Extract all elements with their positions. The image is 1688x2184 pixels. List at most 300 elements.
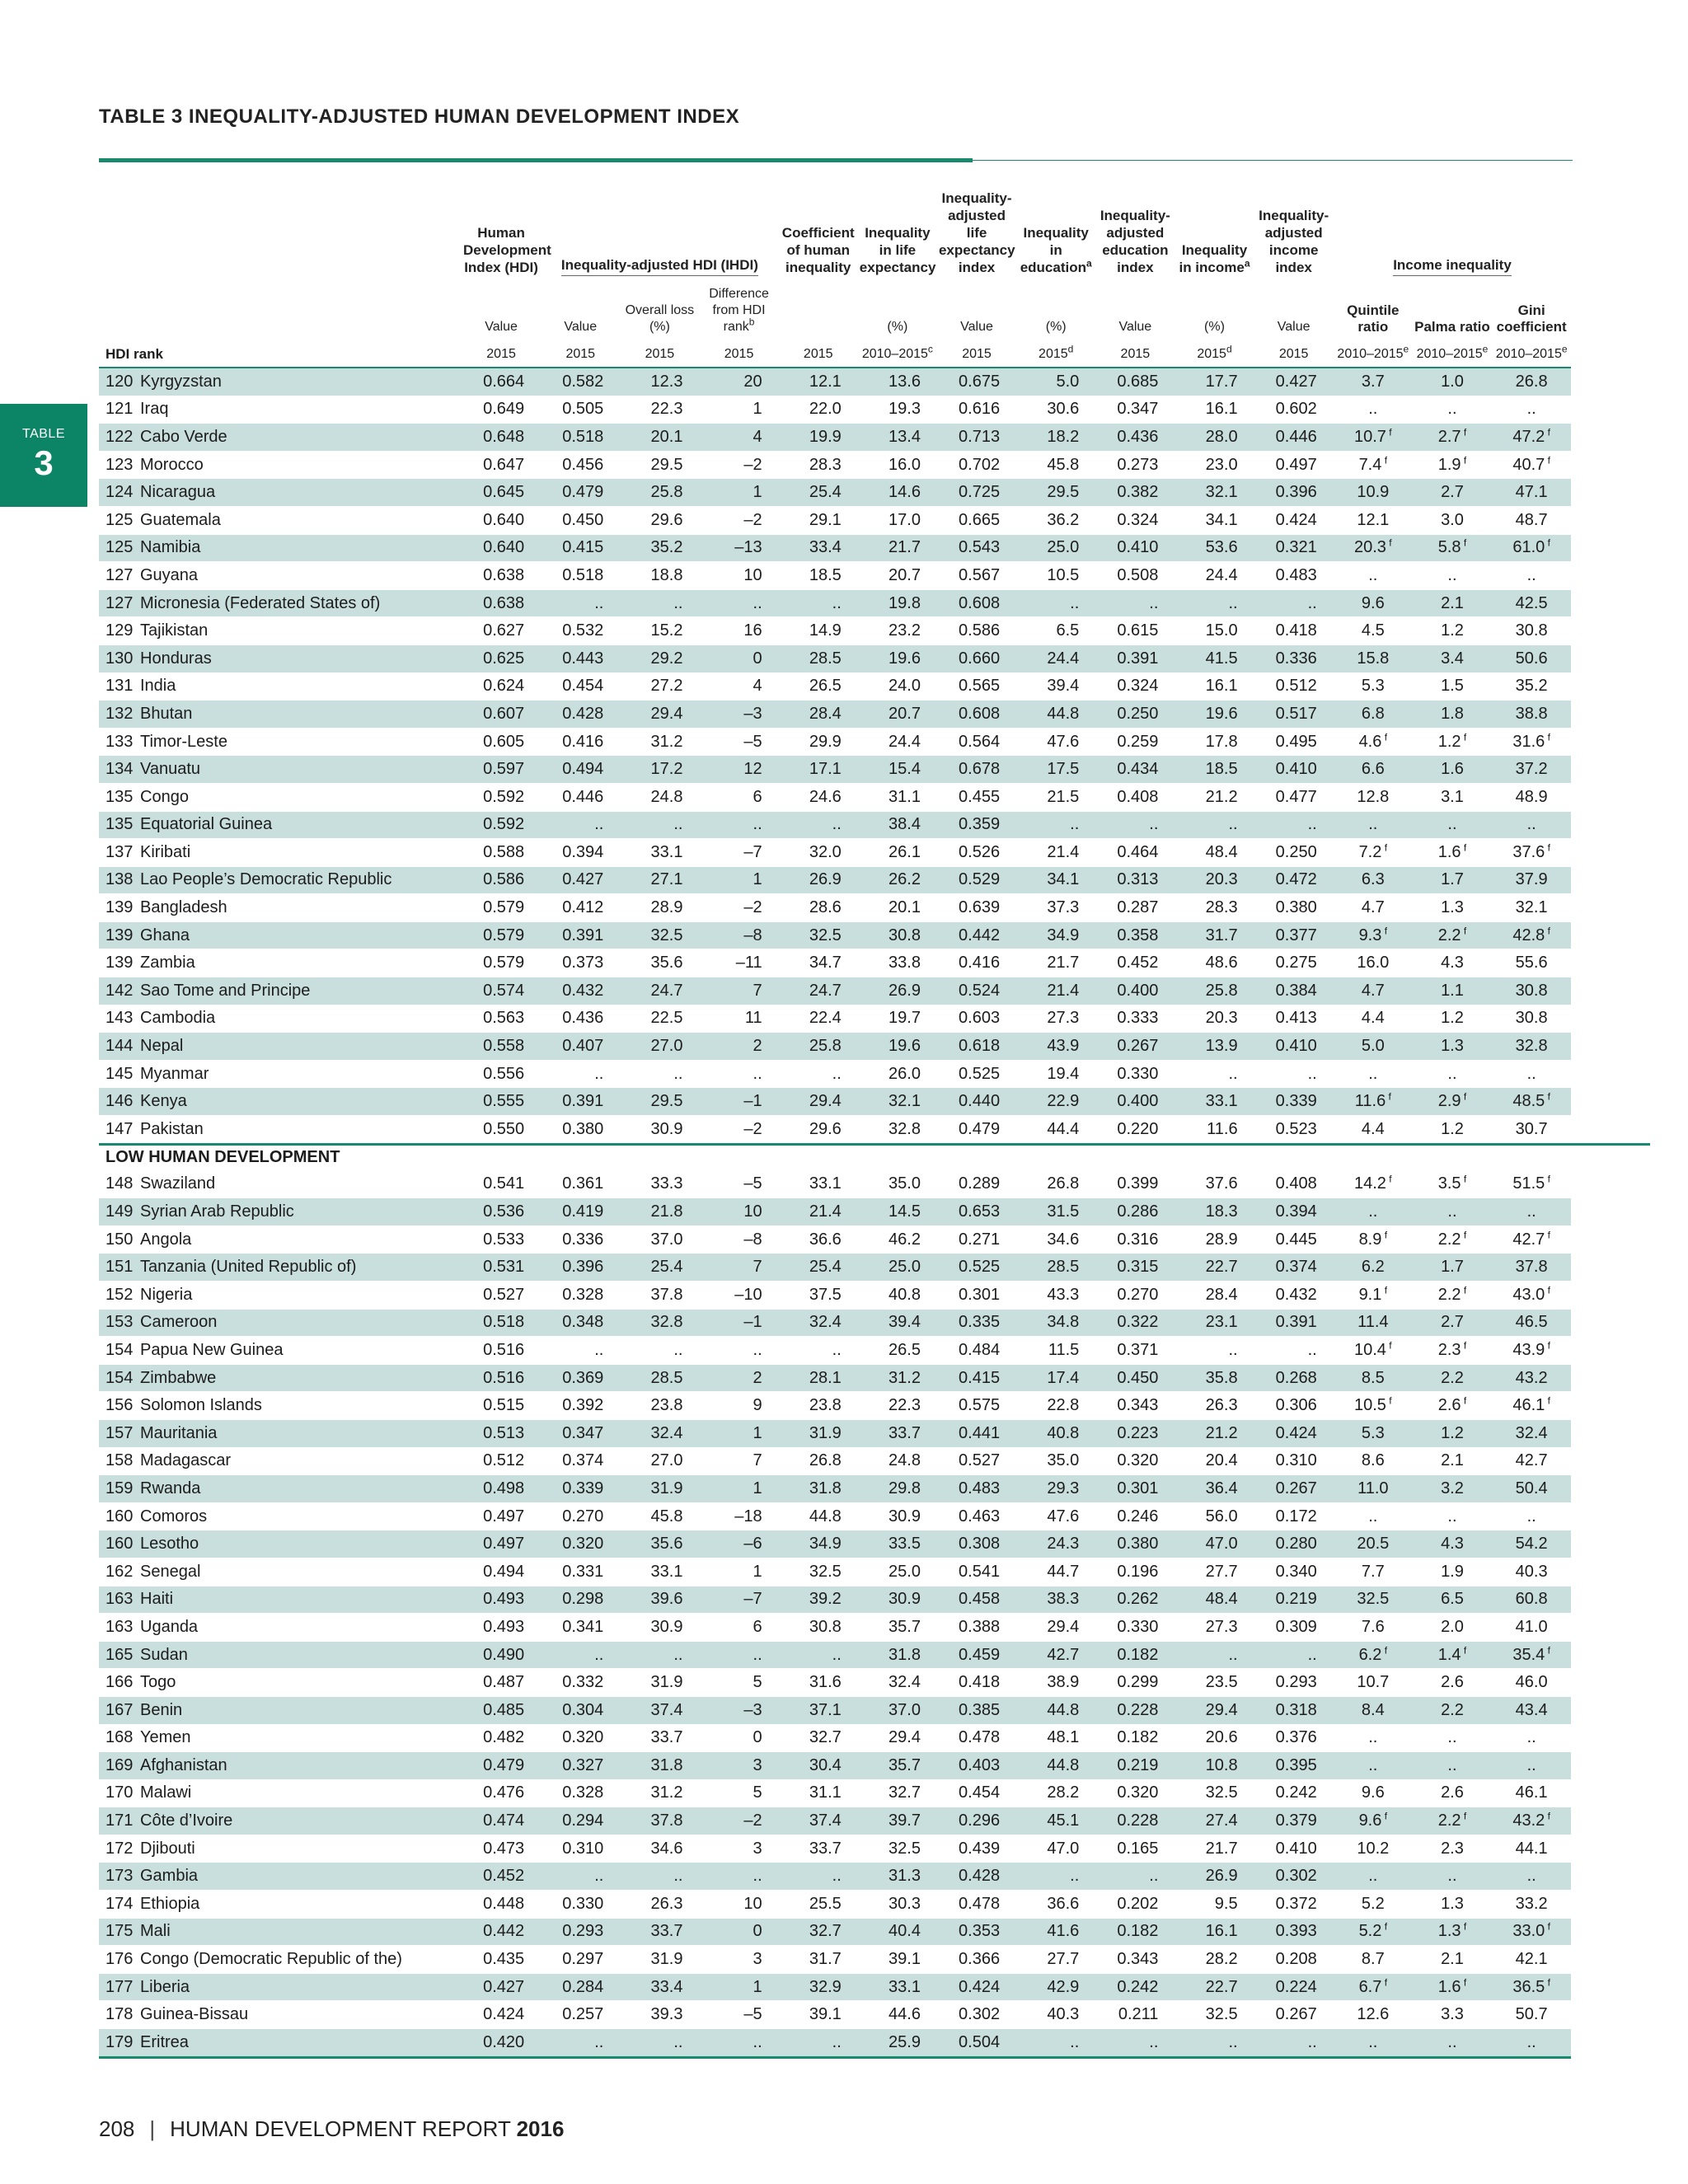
value-cell: 32.5 <box>1334 1586 1413 1614</box>
value-cell: .. <box>1175 2029 1254 2058</box>
year-coef: 2015 <box>779 335 858 368</box>
value-cell: 0.396 <box>541 1254 620 1282</box>
value-cell: 18.8 <box>620 562 699 590</box>
value-cell: 1.2 <box>1413 1116 1492 1145</box>
value-cell: 19.4 <box>1016 1060 1095 1088</box>
value-cell: 0.556 <box>462 1060 541 1088</box>
table-row <box>99 1779 1650 1807</box>
value-cell: 33.7 <box>779 1835 858 1863</box>
value-cell: 0.588 <box>462 839 541 867</box>
value-cell: 34.8 <box>1016 1309 1095 1337</box>
value-cell: 15.0 <box>1175 617 1254 645</box>
value-cell: 0.361 <box>541 1170 620 1198</box>
value-cell: 0.332 <box>541 1669 620 1697</box>
country-name: Nigeria <box>140 1285 193 1304</box>
value-cell: 1.2 <box>1413 617 1492 645</box>
country-cell <box>99 1226 462 1254</box>
value-cell: 1.9 $^f$ <box>1413 451 1492 479</box>
value-cell: 0.479 <box>937 1116 1016 1145</box>
value-cell: 32.1 <box>1175 479 1254 507</box>
value-cell: 19.6 <box>858 644 937 673</box>
value-cell: 46.2 <box>858 1226 937 1254</box>
value-cell: 5.0 <box>1016 368 1095 396</box>
value-cell: 35.2 <box>620 534 699 562</box>
value-cell: 0.493 <box>462 1586 541 1614</box>
value-cell: 9.1 $^f$ <box>1334 1282 1413 1310</box>
country-cell <box>99 1891 462 1919</box>
value-cell: 32.4 <box>1492 1419 1571 1447</box>
value-cell: 0.479 <box>541 479 620 507</box>
table-row <box>99 1392 1650 1420</box>
value-cell: .. <box>1413 1752 1492 1780</box>
table-row <box>99 1170 1650 1198</box>
country-cell <box>99 451 462 479</box>
value-cell: 0.320 <box>541 1724 620 1752</box>
value-cell: 11.0 <box>1334 1475 1413 1503</box>
value-cell: .. <box>699 1060 778 1088</box>
value-cell: 0.618 <box>937 1033 1016 1061</box>
value-cell: 32.0 <box>779 839 858 867</box>
value-cell: 24.6 <box>779 783 858 811</box>
value-cell: 29.4 <box>620 701 699 729</box>
value-cell: 39.2 <box>779 1586 858 1614</box>
hdi-rank: 148 <box>106 1174 134 1193</box>
value-cell: 0.485 <box>462 1696 541 1724</box>
value-cell: 0.479 <box>462 1752 541 1780</box>
value-cell: 0.452 <box>462 1863 541 1891</box>
hdi-rank: 173 <box>106 1867 134 1886</box>
value-cell: 0.359 <box>937 811 1016 839</box>
value-cell: 20.4 <box>1175 1447 1254 1475</box>
value-cell: 7 <box>699 1447 778 1475</box>
value-cell: 0.523 <box>1254 1116 1334 1145</box>
value-cell: 1.3 <box>1413 1891 1492 1919</box>
value-cell: .. <box>1254 2029 1334 2058</box>
value-cell: 0.382 <box>1095 479 1175 507</box>
value-cell: 28.3 <box>779 451 858 479</box>
value-cell: –2 <box>699 1116 778 1145</box>
country-name: Cameroon <box>140 1313 218 1332</box>
value-cell: 37.6 <box>1175 1170 1254 1198</box>
value-cell: 29.6 <box>779 1116 858 1145</box>
value-cell: 4.6 $^f$ <box>1334 728 1413 756</box>
value-cell: 0.647 <box>462 451 541 479</box>
country-name: Swaziland <box>140 1174 216 1193</box>
hdi-rank: 174 <box>106 1894 134 1913</box>
value-cell: 9.6 <box>1334 1779 1413 1807</box>
value-cell: 0.517 <box>1254 701 1334 729</box>
value-cell: 20.3 <box>1175 866 1254 894</box>
value-cell: 43.4 <box>1492 1696 1571 1724</box>
value-cell: 30.8 <box>858 921 937 949</box>
value-cell: 39.1 <box>858 1946 937 1974</box>
value-cell: 35.0 <box>858 1170 937 1198</box>
value-cell: 24.0 <box>858 673 937 701</box>
value-cell: 29.6 <box>620 506 699 534</box>
value-cell: 21.5 <box>1016 783 1095 811</box>
value-cell: 55.6 <box>1492 949 1571 977</box>
country-cell <box>99 1530 462 1558</box>
value-cell: 26.9 <box>1175 1863 1254 1891</box>
value-cell: 20.7 <box>858 562 937 590</box>
value-cell: –7 <box>699 839 778 867</box>
value-cell: 31.9 <box>779 1419 858 1447</box>
value-cell: 3.7 <box>1334 368 1413 396</box>
table-row <box>99 1282 1650 1310</box>
table-row <box>99 839 1650 867</box>
value-cell: 47.1 <box>1492 479 1571 507</box>
country-name: Gambia <box>140 1867 199 1886</box>
value-cell: 10.5 $^f$ <box>1334 1392 1413 1420</box>
value-cell: 3.4 <box>1413 644 1492 673</box>
value-cell: 10.9 <box>1334 479 1413 507</box>
value-cell: 43.0 $^f$ <box>1492 1282 1571 1310</box>
value-cell: 28.2 <box>1175 1946 1254 1974</box>
value-cell: 17.1 <box>779 756 858 784</box>
value-cell: 26.3 <box>1175 1392 1254 1420</box>
country-cell <box>99 1060 462 1088</box>
table-row <box>99 1752 1650 1780</box>
value-cell: 32.9 <box>779 1973 858 2001</box>
country-cell <box>99 424 462 452</box>
value-cell: 30.8 <box>1492 977 1571 1005</box>
year-diff: 2015 <box>699 335 778 368</box>
value-cell: 23.2 <box>858 617 937 645</box>
value-cell: –18 <box>699 1502 778 1530</box>
value-cell: 0.638 <box>462 589 541 617</box>
value-cell: .. <box>1492 1198 1571 1226</box>
value-cell: 30.9 <box>858 1502 937 1530</box>
value-cell: 24.4 <box>858 728 937 756</box>
value-cell: 0.665 <box>937 506 1016 534</box>
value-cell: –5 <box>699 728 778 756</box>
value-cell: 30.8 <box>1492 617 1571 645</box>
value-cell: 54.2 <box>1492 1530 1571 1558</box>
value-cell: 0.645 <box>462 479 541 507</box>
country-cell <box>99 1669 462 1697</box>
value-cell: 0.516 <box>462 1364 541 1392</box>
value-cell: 0.450 <box>541 506 620 534</box>
year-gini: 2010–2015e <box>1492 335 1571 368</box>
value-cell: 34.1 <box>1016 866 1095 894</box>
value-cell: 0.638 <box>462 562 541 590</box>
value-cell: 25.4 <box>620 1254 699 1282</box>
table-row <box>99 1696 1650 1724</box>
value-cell: 38.9 <box>1016 1669 1095 1697</box>
value-cell: 39.1 <box>779 2001 858 2029</box>
value-cell: –6 <box>699 1530 778 1558</box>
value-cell: .. <box>779 1863 858 1891</box>
hdi-rank: 163 <box>106 1590 134 1609</box>
hdi-rank: 137 <box>106 842 134 861</box>
hdi-rank: 178 <box>106 2005 134 2024</box>
country-cell <box>99 811 462 839</box>
country-name: Nicaragua <box>140 483 216 502</box>
hdi-rank: 125 <box>106 510 134 529</box>
value-cell: 0.391 <box>1254 1309 1334 1337</box>
value-cell: 22.7 <box>1175 1254 1254 1282</box>
country-cell <box>99 2001 462 2029</box>
value-cell: 0.678 <box>937 756 1016 784</box>
value-cell: 19.7 <box>858 1005 937 1033</box>
country-name: Malawi <box>140 1783 192 1802</box>
value-cell: 2.1 <box>1413 1946 1492 1974</box>
value-cell: 4.7 <box>1334 894 1413 922</box>
value-cell: 31.7 <box>779 1946 858 1974</box>
value-cell: .. <box>1492 811 1571 839</box>
value-cell: 0.463 <box>937 1502 1016 1530</box>
value-cell: 0.418 <box>937 1669 1016 1697</box>
value-cell: 1.6 $^f$ <box>1413 839 1492 867</box>
value-cell: 0.442 <box>462 1918 541 1946</box>
value-cell: 0.208 <box>1254 1946 1334 1974</box>
value-cell: 38.4 <box>858 811 937 839</box>
table-row <box>99 617 1650 645</box>
value-cell: 0.374 <box>541 1447 620 1475</box>
table-row <box>99 1641 1650 1669</box>
value-cell: 0.541 <box>937 1558 1016 1586</box>
value-cell: 1.9 <box>1413 1558 1492 1586</box>
country-cell <box>99 1364 462 1392</box>
value-cell: 21.4 <box>1016 977 1095 1005</box>
value-cell: 0.527 <box>462 1282 541 1310</box>
value-cell: 0.196 <box>1095 1558 1175 1586</box>
value-cell: 9.6 <box>1334 589 1413 617</box>
section-row <box>99 1144 1650 1170</box>
value-cell: 1 <box>699 1973 778 2001</box>
value-cell: 4 <box>699 673 778 701</box>
value-cell: 10 <box>699 1891 778 1919</box>
value-cell: 0.374 <box>1254 1254 1334 1282</box>
value-cell: .. <box>1334 1724 1413 1752</box>
country-name: Iraq <box>140 400 169 419</box>
value-cell: 18.5 <box>1175 756 1254 784</box>
hdi-rank: 163 <box>106 1617 134 1636</box>
table-row <box>99 1530 1650 1558</box>
value-cell: 21.4 <box>779 1198 858 1226</box>
subheader-palma: Palma ratio <box>1414 319 1490 335</box>
value-cell: 0.270 <box>1095 1282 1175 1310</box>
value-cell: 0.172 <box>1254 1502 1334 1530</box>
value-cell: 0.320 <box>1095 1447 1175 1475</box>
value-cell: 31.8 <box>620 1752 699 1780</box>
value-cell: 0.296 <box>937 1807 1016 1835</box>
value-cell: 39.7 <box>858 1807 937 1835</box>
country-name: Bangladesh <box>140 898 227 917</box>
value-cell: 43.2 <box>1492 1364 1571 1392</box>
country-cell <box>99 562 462 590</box>
value-cell: 0.219 <box>1254 1586 1334 1614</box>
value-cell: 0.366 <box>937 1946 1016 1974</box>
value-cell: 44.4 <box>1016 1116 1095 1145</box>
value-cell: 0.304 <box>541 1696 620 1724</box>
value-cell: 0.400 <box>1095 977 1175 1005</box>
value-cell: 0.427 <box>1254 368 1334 396</box>
value-cell: 0.410 <box>1254 1835 1334 1863</box>
value-cell: 0.579 <box>462 949 541 977</box>
hdi-rank: 156 <box>106 1396 134 1415</box>
hdi-rank: 149 <box>106 1202 134 1221</box>
value-cell: 35.8 <box>1175 1364 1254 1392</box>
value-cell: 1.2 <box>1413 1419 1492 1447</box>
subheader-edu-value: Value <box>1118 320 1152 334</box>
value-cell: 0.482 <box>462 1724 541 1752</box>
hdi-rank: 139 <box>106 954 134 972</box>
country-cell <box>99 1779 462 1807</box>
value-cell: 0.592 <box>462 783 541 811</box>
country-cell <box>99 1088 462 1116</box>
hdi-rank: 139 <box>106 926 134 944</box>
value-cell: 42.7 $^f$ <box>1492 1226 1571 1254</box>
value-cell: 0.341 <box>541 1614 620 1642</box>
value-cell: 0.343 <box>1095 1392 1175 1420</box>
value-cell: 16.1 <box>1175 396 1254 424</box>
subheader-blank <box>99 276 462 335</box>
value-cell: 0.228 <box>1095 1807 1175 1835</box>
value-cell: 0.348 <box>541 1309 620 1337</box>
value-cell: 0.424 <box>1254 1419 1334 1447</box>
table-row <box>99 1116 1650 1145</box>
value-cell: 0.407 <box>541 1033 620 1061</box>
value-cell: 45.8 <box>1016 451 1095 479</box>
value-cell: 22.4 <box>779 1005 858 1033</box>
value-cell: 37.4 <box>779 1807 858 1835</box>
value-cell: 44.7 <box>1016 1558 1095 1586</box>
value-cell: 31.9 <box>620 1669 699 1697</box>
value-cell: .. <box>620 2029 699 2058</box>
hdi-rank: 127 <box>106 565 134 584</box>
value-cell: 14.2 $^f$ <box>1334 1170 1413 1198</box>
table-row <box>99 921 1650 949</box>
value-cell: 23.5 <box>1175 1669 1254 1697</box>
value-cell: 0.242 <box>1095 1973 1175 2001</box>
ihdi-table <box>99 190 1650 2059</box>
country-name: Afghanistan <box>140 1755 227 1774</box>
subheader-overall-loss: Overall loss (%) <box>625 303 695 334</box>
value-cell: 0.280 <box>1254 1530 1334 1558</box>
table-row <box>99 1364 1650 1392</box>
value-cell: 26.8 <box>1492 368 1571 396</box>
country-name: Ethiopia <box>140 1894 200 1913</box>
ihdi-table-wrapper <box>99 190 1573 2059</box>
value-cell: 32.5 <box>1175 1779 1254 1807</box>
side-tab[interactable] <box>0 404 87 507</box>
value-cell: 0.343 <box>1095 1946 1175 1974</box>
value-cell: 0.567 <box>937 562 1016 590</box>
value-cell: 6.2 <box>1334 1254 1413 1282</box>
value-cell: 31.3 <box>858 1863 937 1891</box>
country-cell <box>99 644 462 673</box>
value-cell: 32.4 <box>620 1419 699 1447</box>
value-cell: 11.4 <box>1334 1309 1413 1337</box>
value-cell: 1 <box>699 1558 778 1586</box>
year-quintile: 2010–2015e <box>1334 335 1413 368</box>
value-cell: 7 <box>699 1254 778 1282</box>
value-cell: 0.428 <box>541 701 620 729</box>
hdi-rank: 159 <box>106 1479 134 1497</box>
value-cell: 7.4 $^f$ <box>1334 451 1413 479</box>
value-cell: 37.0 <box>858 1696 937 1724</box>
value-cell: 0.586 <box>462 866 541 894</box>
value-cell: 33.8 <box>858 949 937 977</box>
value-cell: .. <box>1334 1502 1413 1530</box>
value-cell: .. <box>1334 1198 1413 1226</box>
value-cell: .. <box>620 1863 699 1891</box>
value-cell: 24.7 <box>620 977 699 1005</box>
value-cell: 36.2 <box>1016 506 1095 534</box>
value-cell: 19.3 <box>858 396 937 424</box>
value-cell: 0.616 <box>937 396 1016 424</box>
value-cell: 0.586 <box>937 617 1016 645</box>
value-cell: 26.8 <box>1016 1170 1095 1198</box>
value-cell: 33.1 <box>858 1973 937 2001</box>
value-cell: 0.287 <box>1095 894 1175 922</box>
value-cell: 36.6 <box>1016 1891 1095 1919</box>
hdi-rank: 130 <box>106 649 134 668</box>
country-name: Timor-Leste <box>140 732 227 751</box>
value-cell: 0.403 <box>937 1752 1016 1780</box>
country-cell <box>99 839 462 867</box>
value-cell: 25.9 <box>858 2029 937 2058</box>
country-cell <box>99 977 462 1005</box>
value-cell: 31.7 <box>1175 921 1254 949</box>
value-cell: 0.432 <box>1254 1282 1334 1310</box>
value-cell: 33.0 $^f$ <box>1492 1918 1571 1946</box>
country-name: Guinea-Bissau <box>140 2005 249 2024</box>
value-cell: 4.4 <box>1334 1005 1413 1033</box>
hdi-rank: 169 <box>106 1755 134 1774</box>
value-cell: 29.8 <box>858 1475 937 1503</box>
country-cell <box>99 479 462 507</box>
value-cell: 1.1 <box>1413 977 1492 1005</box>
value-cell: 0.330 <box>1095 1060 1175 1088</box>
value-cell: 0.410 <box>1254 756 1334 784</box>
value-cell: 37.1 <box>779 1696 858 1724</box>
value-cell: 14.9 <box>779 617 858 645</box>
header-life-adj: Inequality-adjusted life expectancy index <box>938 190 1015 275</box>
value-cell: 0.497 <box>462 1530 541 1558</box>
country-name: Kenya <box>140 1092 187 1111</box>
value-cell: 0.494 <box>541 756 620 784</box>
value-cell: 31.8 <box>779 1475 858 1503</box>
value-cell: 40.3 <box>1492 1558 1571 1586</box>
value-cell: 23.8 <box>779 1392 858 1420</box>
year-edu-adj: 2015 <box>1095 335 1175 368</box>
value-cell: 0.607 <box>462 701 541 729</box>
value-cell: 1.2 <box>1413 1005 1492 1033</box>
country-cell <box>99 1973 462 2001</box>
value-cell: 0.399 <box>1095 1170 1175 1198</box>
value-cell: 36.4 <box>1175 1475 1254 1503</box>
value-cell: 0.432 <box>541 977 620 1005</box>
value-cell: 1.6 <box>1413 756 1492 784</box>
value-cell: 0.675 <box>937 368 1016 396</box>
table-row <box>99 2029 1650 2058</box>
value-cell: 0.330 <box>1095 1614 1175 1642</box>
value-cell: 4 <box>699 424 778 452</box>
table-row <box>99 728 1650 756</box>
value-cell: 0.428 <box>937 1863 1016 1891</box>
value-cell: 2 <box>699 1033 778 1061</box>
value-cell: –8 <box>699 921 778 949</box>
hdi-rank: 151 <box>106 1258 134 1277</box>
value-cell: 0.435 <box>462 1946 541 1974</box>
table-row <box>99 1198 1650 1226</box>
subheader-life-pct: (%) <box>887 320 908 334</box>
value-cell: 0.302 <box>937 2001 1016 2029</box>
report-name: HUMAN DEVELOPMENT REPORT <box>170 2116 511 2141</box>
value-cell: 33.7 <box>858 1419 937 1447</box>
